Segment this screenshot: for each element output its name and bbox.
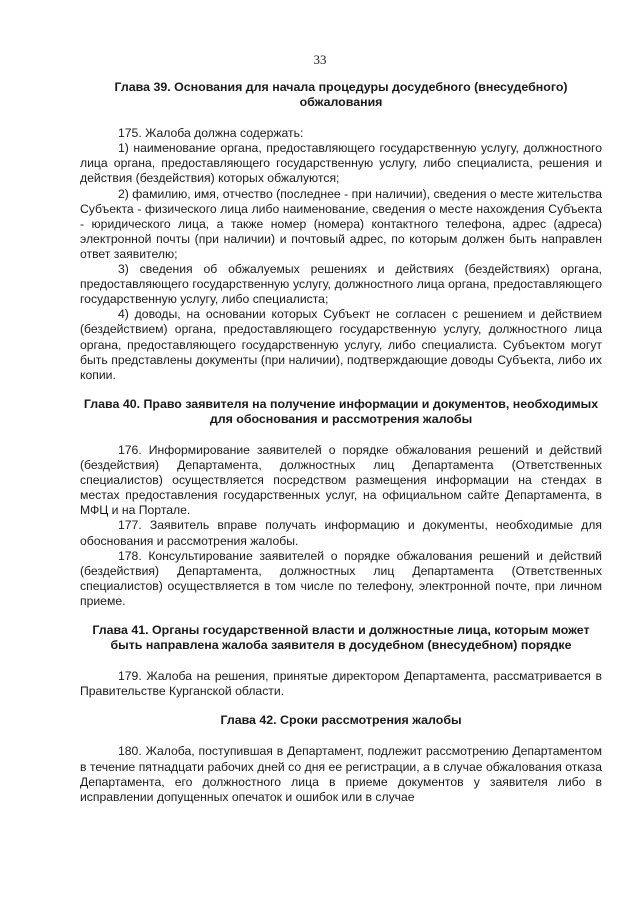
paragraph-176: 176. Информирование заявителей о порядке обжалования решений и действий (бездействия) Департамента, должностных лиц Департамента (Ответственных специалистов) осуществляется посредством размещения информации на стендах в местах предоставления государственных услуг, на официальном сайте Департамента, в МФЦ и на Портале. <box>80 442 602 518</box>
document-body <box>80 80 602 805</box>
paragraph-180: 180. Жалоба, поступившая в Департамент, подлежит рассмотрению Департаментом в течение пятнадцати рабочих дней со дня ее регистрации, а в случае обжалования отказа Департамента, его должностного лица в приеме документов у заявителя либо в исправлении допущенных опечаток и ошибок или в случае <box>80 744 602 804</box>
paragraph-179: 179. Жалоба на решения, принятые директором Департамента, рассматривается в Правительстве Курганской области. <box>80 669 602 699</box>
paragraph-175-item-1: 1) наименование органа, предоставляющего государственную услугу, должностного лица органа, предоставляющего государственную услугу, либо специалиста, решения и действия (бездействия) которых обжалуются; <box>80 141 602 186</box>
page-number: 33 <box>313 52 327 67</box>
chapter-41-heading: Глава 41. Органы государственной власти и должностные лица, которым может быть направлена жалоба заявителя в досудебном (внесудебном) порядке <box>92 623 590 653</box>
chapter-39-heading: Глава 39. Основания для начала процедуры досудебного (внесудебного) обжалования <box>114 80 568 110</box>
paragraph-178: 178. Консультирование заявителей о порядке обжалования решений и действий (бездействия) Департамента, должностных лиц Департамента (Ответственных специалистов) осуществляется в том числе по телефону, электронной почте, при личном приеме. <box>80 548 602 608</box>
paragraph-177: 177. Заявитель вправе получать информацию и документы, необходимые для обоснования и рассмотрения жалобы. <box>80 518 602 548</box>
chapter-42-heading: Глава 42. Сроки рассмотрения жалобы <box>220 713 462 728</box>
paragraph-175-item-4: 4) доводы, на основании которых Субъект не согласен с решением и действием (бездействием) органа, предоставляющего государственную услугу, должностного лица органа, предоставляющего государственную услугу, либо специалиста. Субъектом могут быть представлены документы (при наличии), подтверждающие доводы Субъекта, либо их копии. <box>80 307 602 382</box>
paragraph-175-item-2: 2) фамилию, имя, отчество (последнее - при наличии), сведения о месте жительства Субъекта - физического лица либо наименование, сведения о месте нахождения Субъекта - юридического лица, а также номер (номера) контактного телефона, адрес (адреса) электронной почты (при наличии) и почтовый адрес, по которым должен быть направлен ответ заявителю; <box>80 186 602 261</box>
paragraph-175-item-3: 3) сведения об обжалуемых решениях и действиях (бездействиях) органа, предоставляющего государственную услугу, должностного лица органа, предоставляющего государственную услугу, либо специалиста; <box>80 262 602 307</box>
chapter-40-heading: Глава 40. Право заявителя на получение информации и документов, необходимых для обоснования и рассмотрения жалобы <box>83 396 599 426</box>
paragraph-175: 175. Жалоба должна содержать: <box>118 126 304 141</box>
